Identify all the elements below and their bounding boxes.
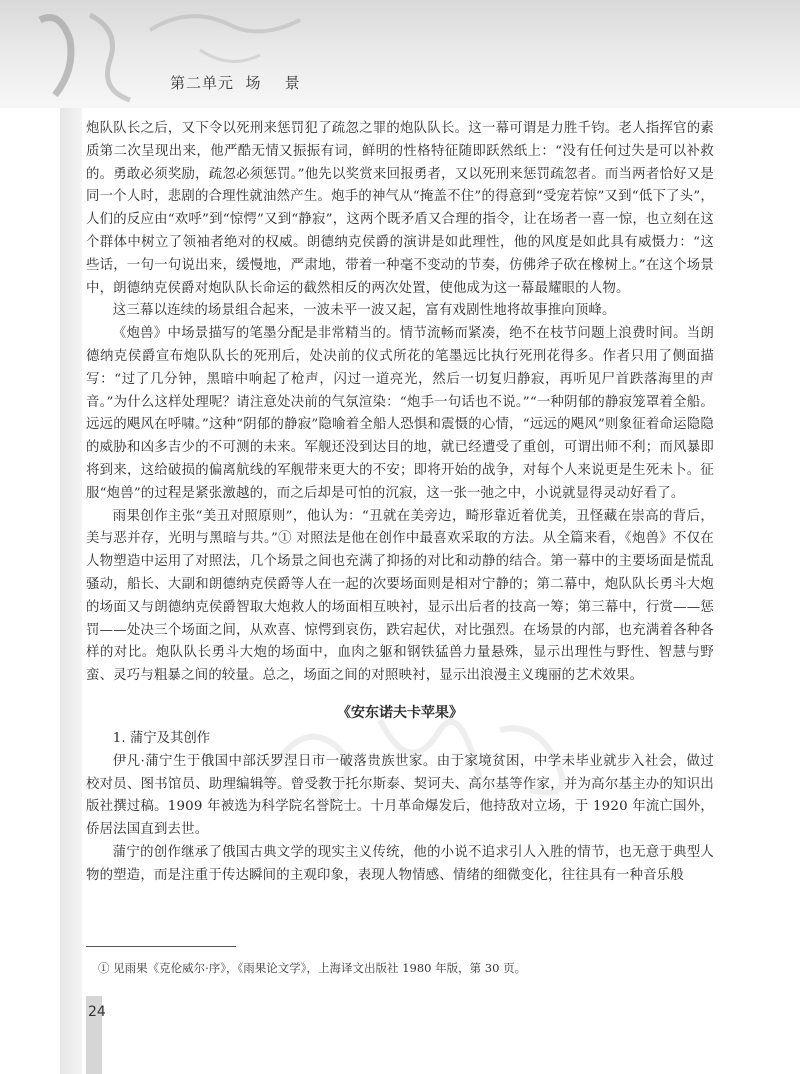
page-body bbox=[86, 118, 714, 888]
footnote: ① 见雨果《克伦威尔·序》，《雨果论文学》，上海译文出版社 1980 年版，第 30 页。 bbox=[98, 961, 527, 975]
paragraph-1: 炮队队长之后，又下令以死刑来惩罚犯了疏忽之罪的炮队队长。这一幕可谓是力胜千钧。老人指挥官的素质第二次呈现出来，他严酷无情又振振有词，鲜明的性格特征随即跃然纸上：“没有任何过失是可以补救的。勇敢必须奖励，疏忽必须惩罚。”他先以奖赏来回报勇者，又以死刑来惩罚疏忽者。而当两者恰好又是同一个人时，悲剧的合理性就油然产生。炮手的神气从“掩盖不住”的得意到“受宠若惊”又到“低下了头”，人们的反应由“欢呼”到“惊愕”又到“静寂”，这两个既矛盾又合理的指令，让在场者一喜一惊，也立刻在这个群体中树立了领袖者绝对的权威。朗德纳克侯爵的演讲是如此理性，他的风度是如此具有威慑力：“这些话，一句一句说出来，缓慢地，严肃地，带着一种毫不变动的节奏，仿佛斧子砍在橡树上。”在这个场景中，朗德纳克侯爵对炮队队长命运的截然相反的两次处置，使他成为这一幕最耀眼的人物。 bbox=[86, 121, 714, 296]
section-paragraph-2: 蒲宁的创作继承了俄国古典文学的现实主义传统，他的小说不追求引人入胜的情节，也无意于典型人物的塑造，而是注重于传达瞬间的主观印象，表现人物情感、情绪的细微变化，往往具有一种音乐般 bbox=[86, 844, 714, 883]
paragraph-4: 雨果创作主张“美丑对照原则”，他认为：“丑就在美旁边，畸形靠近着优美，丑怪藏在崇高的背后，美与恶并存，光明与黑暗与共。”① 对照法是他在创作中最喜欢采取的方法。从全篇来看，《炮兽》不仅在人物塑造中运用了对照法，几个场景之间也充满了抑扬的对比和动静的结合。第一幕中的主要场面是慌乱骚动，船长、大副和朗德纳克侯爵等人在一起的次要场面则是相对宁静的；第二幕中，炮队队长勇斗大炮的场面又与朗德纳克侯爵智取大炮救人的场面相互映衬，显示出后者的技高一筹；第三幕中，行赏——惩罚——处决三个场面之间，从欢喜、惊愕到哀伤，跌宕起伏，对比强烈。在场景的内部，也充满着各种各样的对比。炮队队长勇斗大炮的场面中，血肉之躯和钢铁猛兽力量悬殊，显示出理性与野性、智慧与野蛮、灵巧与粗暴之间的较量。总之，场面之间的对照映衬，显示出浪漫主义瑰丽的艺术效果。 bbox=[86, 508, 714, 684]
paragraph-2: 这三幕以连续的场景组合起来，一波未平一波又起，富有戏剧性地将故事推向顶峰。 bbox=[112, 303, 616, 319]
paragraph-3: 《炮兽》中场景描写的笔墨分配是非常精当的。情节流畅而紧凑，绝不在枝节问题上浪费时间。当朗德纳克侯爵宣布炮队队长的死刑后，处决前的仪式所花的笔墨远比执行死刑花得多。作者只用了侧面描写：“过了几分钟，黑暗中响起了枪声，闪过一道亮光，然后一切复归静寂，再听见尸首跌落海里的声音。”为什么这样处理呢？请注意处决前的气氛渲染：“炮手一句话也不说。”“一种阴郁的静寂笼罩着全船。远远的飓风在呼啸。”这种“阴郁的静寂”隐喻着全船人恐惧和震慑的心情，“远远的飓风”则象征着命运隐隐的威胁和凶多吉少的不可测的未来。军舰还没到达目的地，就已经遭受了重创，可谓出师不利；而风暴即将到来，这给破损的偏离航线的军舰带来更大的不安；即将开始的战争，对每个人来说更是生死未卜。征服“炮兽”的过程是紧张激越的，而之后却是可怕的沉寂，这一张一弛之中，小说就显得灵动好看了。 bbox=[86, 326, 714, 501]
unit-title: 第二单元 场 景 bbox=[170, 74, 301, 92]
section-subheading: 1. 蒲宁及其创作 bbox=[112, 730, 211, 746]
section-paragraph-1: 伊凡·蒲宁生于俄国中部沃罗涅日市一破落贵族世家。由于家境贫困，中学未毕业就步入社会，做过校对员、图书馆员、助理编辑等。曾受教于托尔斯泰、契诃夫、高尔基等作家，并为高尔基主办的知识出版社撰过稿。1909 年被选为科学院名誉院士。十月革命爆发后，他持敌对立场，于 1920 年流亡国外，侨居法国直到去世。 bbox=[86, 753, 714, 838]
footnote-divider bbox=[86, 946, 236, 947]
side-margin-bar bbox=[60, 108, 82, 1074]
section-title: 《安东诺夫卡苹果》 bbox=[337, 704, 463, 721]
header-band bbox=[0, 0, 800, 108]
page-number: 24 bbox=[88, 1004, 106, 1020]
